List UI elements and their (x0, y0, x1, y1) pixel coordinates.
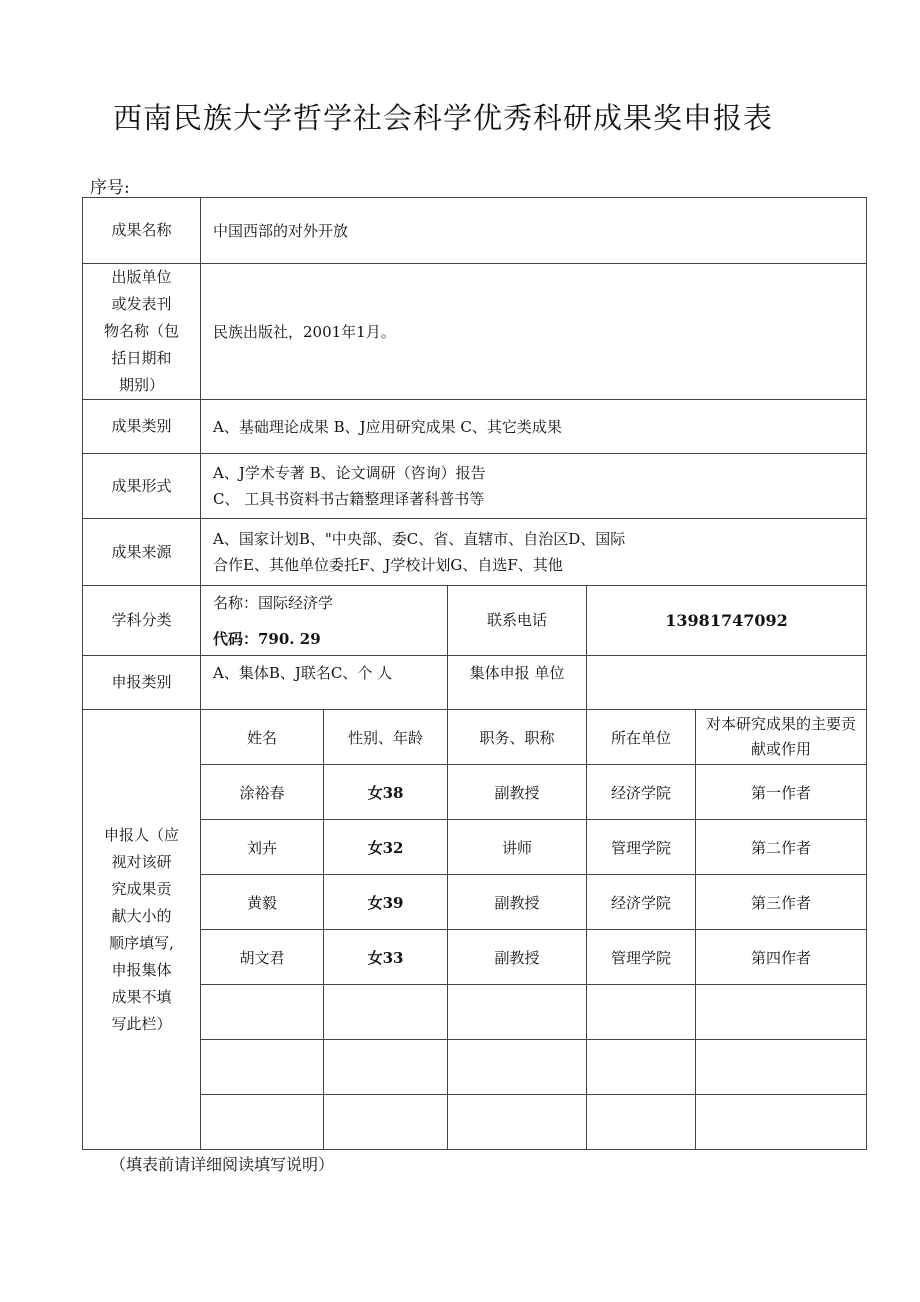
apply-type-label: 申报类别 (83, 656, 201, 710)
empty-cell (448, 985, 587, 1040)
table-row (83, 930, 867, 985)
discipline-code: 代码：790. 29 (213, 629, 321, 648)
phone-value: 13981747092 (587, 586, 867, 656)
discipline-label: 学科分类 (83, 586, 201, 656)
source-line: 合作E、其他单位委托F、J学校计划G、自选F、其他 (213, 556, 563, 574)
header-unit: 所在单位 (587, 710, 696, 765)
form-title: 西南民族大学哲学社会科学优秀科研成果奖申报表 (112, 101, 773, 135)
empty-cell (696, 985, 867, 1040)
applicant-role: 第四作者 (696, 930, 867, 985)
empty-cell (587, 985, 696, 1040)
form-type-line: A、J学术专著 B、论文调研（咨询）报告 (213, 464, 486, 482)
row-category (83, 400, 867, 454)
footer-note: （填表前请详细阅读填写说明） (110, 1155, 335, 1174)
applicant-role: 第三作者 (696, 875, 867, 930)
applicant-unit: 管理学院 (587, 820, 696, 875)
applicant-gender-age: 女33 (324, 930, 448, 985)
publisher-label-line: 括日期和 (111, 349, 172, 367)
row-apply-type (83, 656, 867, 710)
applicant-gender-age: 女32 (324, 820, 448, 875)
applicants-label-line: 究成果贡 (111, 879, 172, 898)
applicant-unit: 经济学院 (587, 765, 696, 820)
empty-row (83, 985, 867, 1040)
empty-cell (696, 1040, 867, 1095)
applicants-label-line: 申报集体 (111, 960, 172, 979)
applicant-name: 胡文君 (201, 930, 324, 985)
empty-cell (587, 1040, 696, 1095)
collective-unit-label: 集体申报 单位 (448, 656, 587, 710)
empty-cell (201, 1040, 324, 1095)
applicant-title: 副教授 (448, 930, 587, 985)
publisher-label-line: 出版单位 (111, 268, 172, 286)
applicant-name: 涂裕春 (201, 765, 324, 820)
collective-unit-value (587, 656, 867, 710)
applicants-label-line: 申报人（应 (103, 825, 179, 844)
empty-cell (448, 1095, 587, 1150)
empty-cell (696, 1095, 867, 1150)
applicants-label-line: 顺序填写, (109, 933, 174, 952)
applicants-label-line: 成果不填 (111, 987, 172, 1006)
publisher-label (83, 264, 201, 400)
applicants-label (83, 710, 201, 1150)
row-form (83, 454, 867, 519)
application-form-table (82, 197, 867, 1150)
empty-row (83, 1040, 867, 1095)
table-row (83, 765, 867, 820)
achievement-name-value: 中国西部的对外开放 (201, 198, 867, 264)
applicant-role: 第一作者 (696, 765, 867, 820)
applicants-label-line: 写此栏） (111, 1014, 172, 1033)
applicants-header-row (83, 710, 867, 765)
empty-cell (324, 985, 448, 1040)
empty-cell (587, 1095, 696, 1150)
category-value: A、基础理论成果 B、J应用研究成果 C、其它类成果 (201, 400, 867, 454)
applicant-unit: 经济学院 (587, 875, 696, 930)
discipline-name: 名称：国际经济学 (213, 593, 334, 612)
applicant-unit: 管理学院 (587, 930, 696, 985)
source-label: 成果来源 (83, 519, 201, 586)
apply-type-value: A、集体B、J联名C、个 人 (201, 656, 448, 710)
form-type-value (201, 454, 867, 519)
empty-cell (201, 1095, 324, 1150)
source-value (201, 519, 867, 586)
applicant-name: 刘卉 (201, 820, 324, 875)
header-contribution: 对本研究成果的主要贡献或作用 (696, 710, 867, 765)
publisher-label-line: 期别） (118, 376, 164, 394)
row-achievement-name (83, 198, 867, 264)
header-name: 姓名 (201, 710, 324, 765)
applicants-label-line: 视对该研 (111, 852, 172, 871)
publisher-value: 民族出版社，2001年1月。 (201, 264, 867, 400)
serial-number-label: 序号: (90, 178, 130, 198)
achievement-name-label: 成果名称 (83, 198, 201, 264)
header-title: 职务、职称 (448, 710, 587, 765)
table-row (83, 875, 867, 930)
publisher-label-line: 或发表刊 (111, 295, 172, 313)
applicant-title: 副教授 (448, 765, 587, 820)
header-gender-age: 性别、年龄 (324, 710, 448, 765)
applicants-label-line: 献大小的 (111, 906, 172, 925)
row-discipline (83, 586, 867, 656)
empty-cell (324, 1095, 448, 1150)
empty-cell (201, 985, 324, 1040)
publisher-label-line: 物名称（包 (103, 322, 179, 340)
applicant-title: 副教授 (448, 875, 587, 930)
applicant-role: 第二作者 (696, 820, 867, 875)
form-type-label: 成果形式 (83, 454, 201, 519)
applicant-title: 讲师 (448, 820, 587, 875)
empty-row (83, 1095, 867, 1150)
applicant-gender-age: 女39 (324, 875, 448, 930)
applicant-name: 黄毅 (201, 875, 324, 930)
table-row (83, 820, 867, 875)
source-line: A、国家计划B、"中央部、委C、省、直辖市、自治区D、国际 (213, 530, 626, 548)
empty-cell (324, 1040, 448, 1095)
empty-cell (448, 1040, 587, 1095)
discipline-value (201, 586, 448, 656)
applicant-gender-age: 女38 (324, 765, 448, 820)
phone-label: 联系电话 (448, 586, 587, 656)
form-type-line: C、 工具书资料书古籍整理译著科普书等 (213, 490, 485, 508)
row-source (83, 519, 867, 586)
row-publisher (83, 264, 867, 400)
category-label: 成果类别 (83, 400, 201, 454)
